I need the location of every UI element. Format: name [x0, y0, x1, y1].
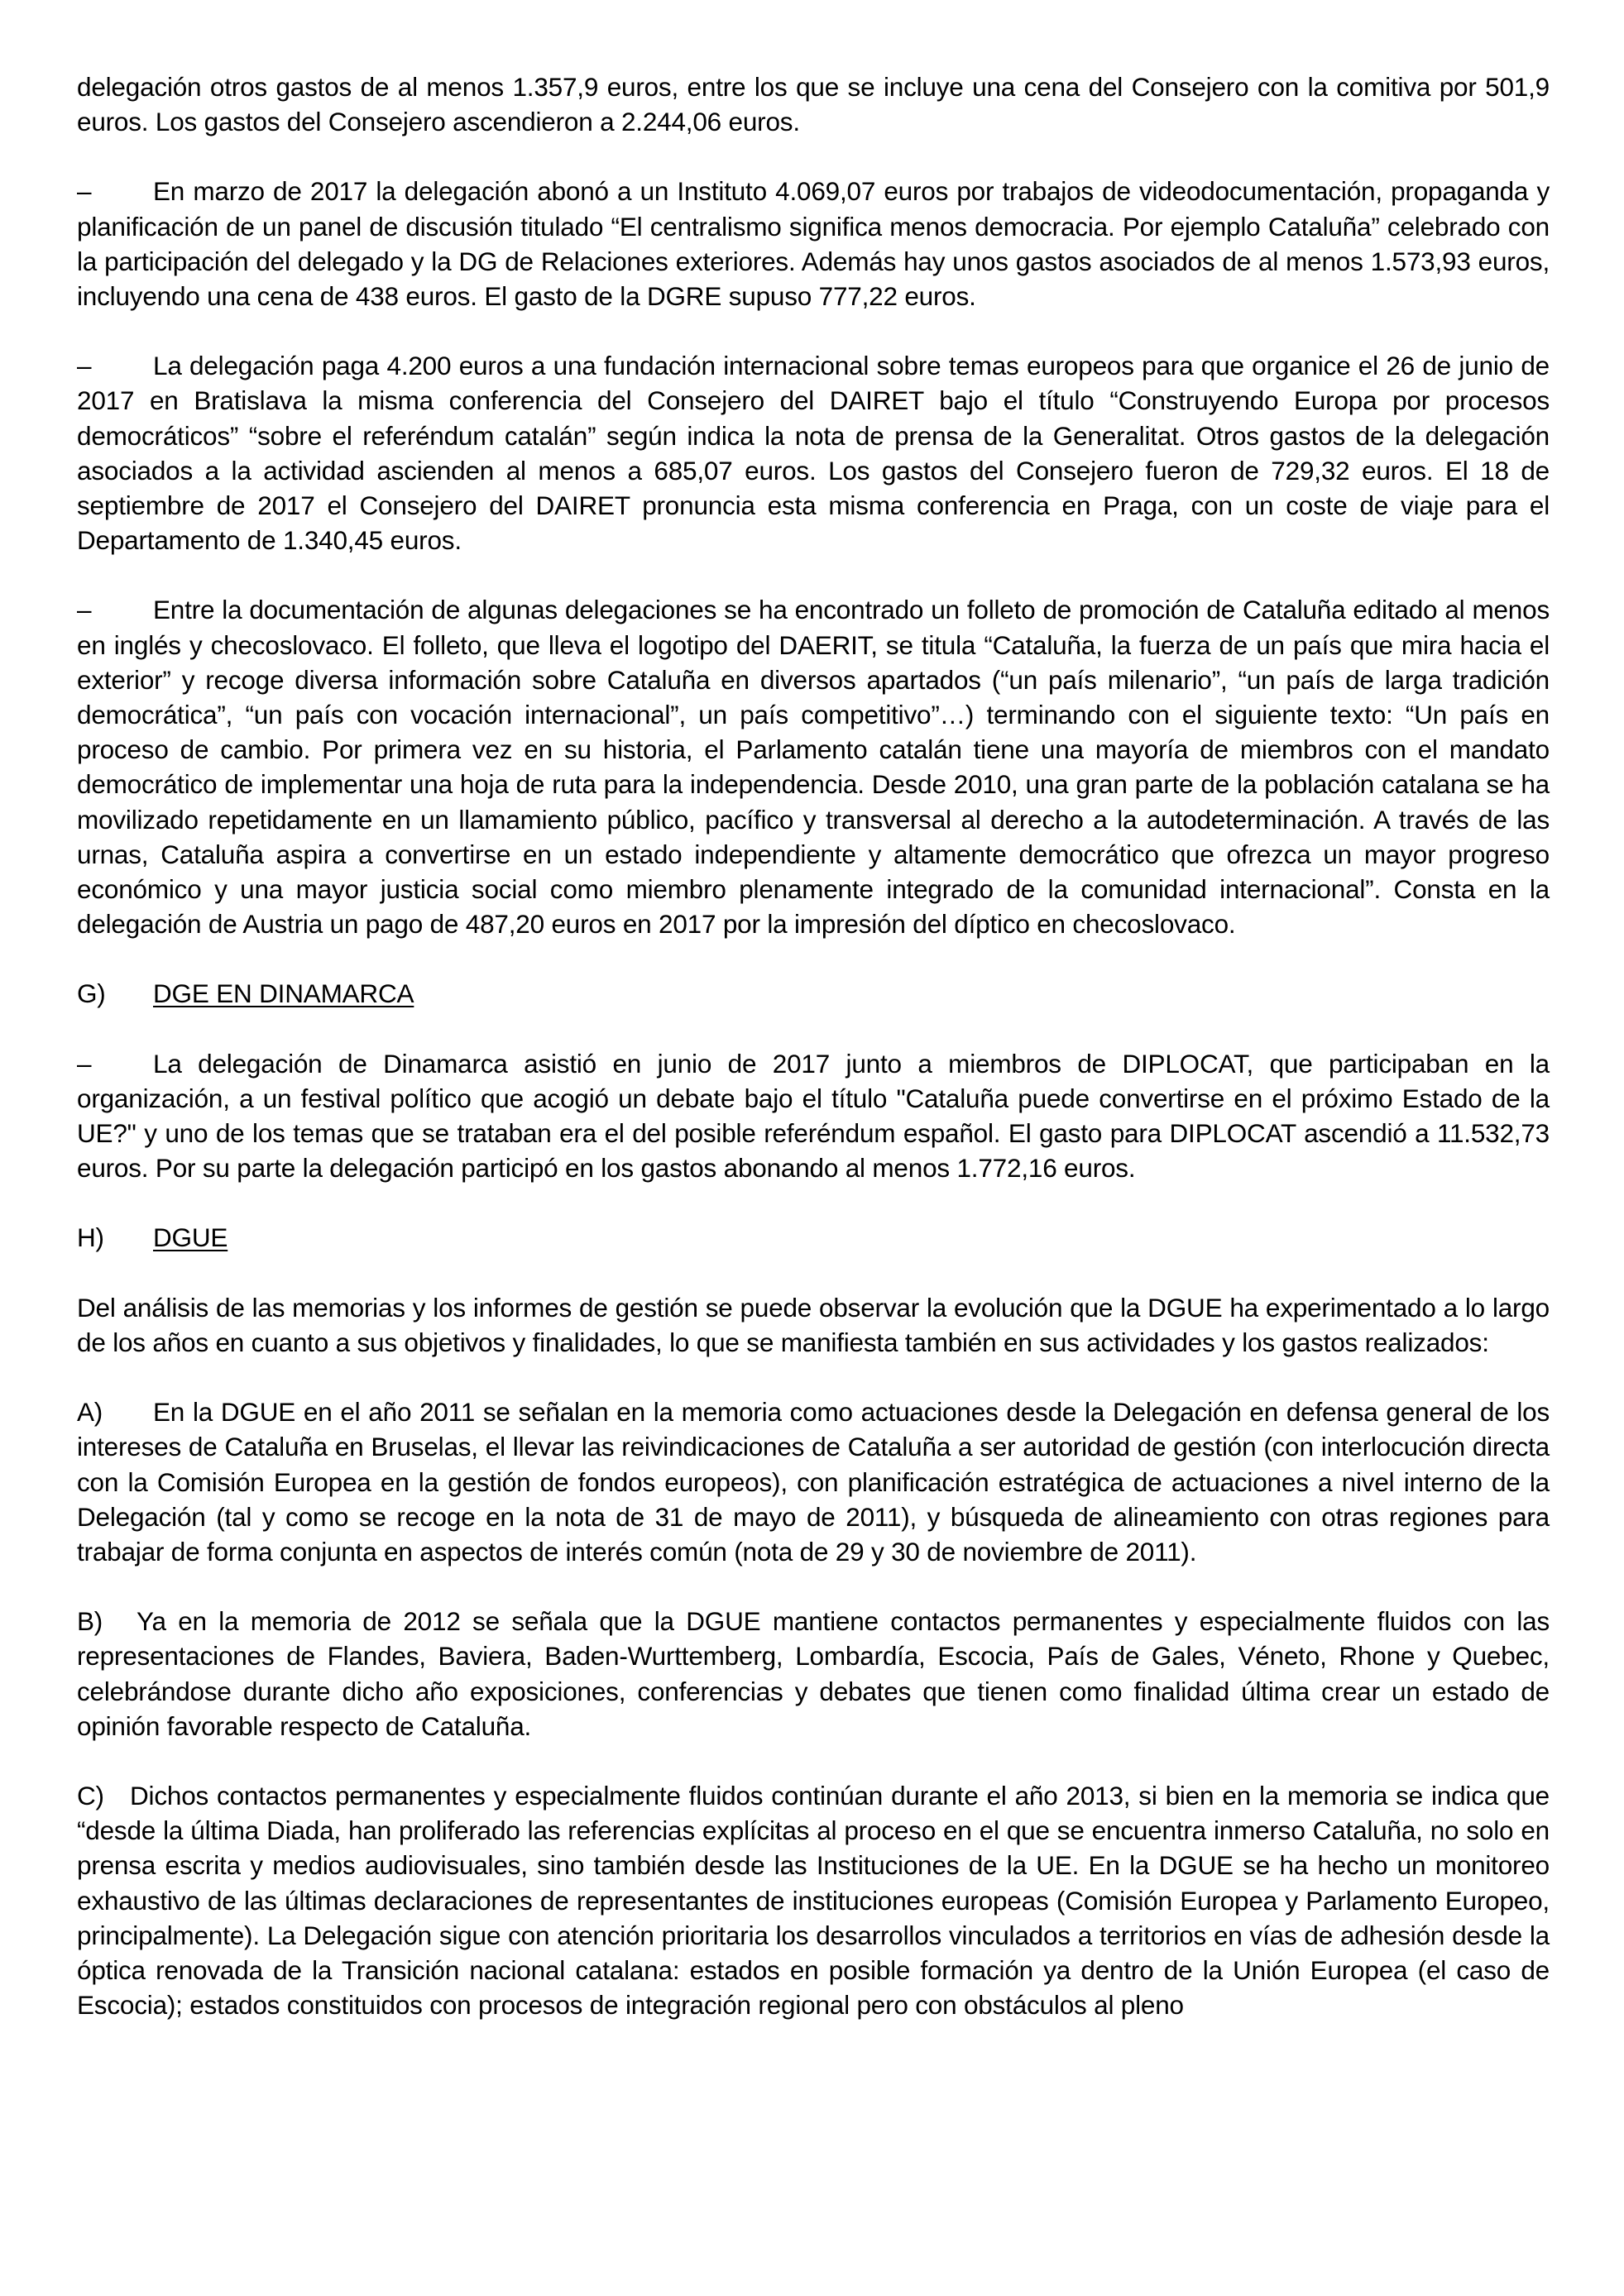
bullet-paragraph-dinamarca — [77, 1046, 1550, 1186]
dash-bullet-icon: – — [77, 1048, 92, 1079]
section-letter: H) — [77, 1222, 104, 1253]
section-title: DGE EN DINAMARCA — [153, 978, 414, 1009]
list-item-c — [77, 1778, 1550, 2022]
bullet-text: La delegación de Dinamarca asistió en junio de 2017 junto a miembros de DIPLOCAT, que participaban en la organización, a un festival político que acogió un debate bajo el título "Cataluña puede convertirse en el próximo Estado de la UE?" y uno de los temas que se trataban era el del posible referéndum español. El gasto para DIPLOCAT ascendió a 11.532,73 euros. Por su parte la delegación participó en los gastos abonando al menos 1.772,16 euros. — [77, 1048, 1550, 1184]
dash-bullet-icon: – — [77, 351, 92, 381]
list-item-text: Ya en la memoria de 2012 se señala que la DGUE mantiene contactos permanentes y especialmente fluidos con las representaciones de Flandes, Baviera, Baden-Wurttemberg, Lombardía, Escocia, País de Gales, Véneto, Rhone y Quebec, celebrándose durante dicho año exposiciones, conferencias y debates que tienen como finalidad última crear un estado de opinión favorable respecto de Cataluña. — [77, 1606, 1550, 1741]
bullet-text: La delegación paga 4.200 euros a una fundación internacional sobre temas europeos para que organice el 26 de junio de 2017 en Bratislava la misma conferencia del Consejero del DAIRET bajo el título “Construyendo Europa por procesos democráticos” “sobre el referéndum catalán” según indica la nota de prensa de la Generalitat. Otros gastos de la delegación asociados a la actividad ascienden al menos a 685,07 euros. Los gastos del Consejero fueron de 729,32 euros. El 18 de septiembre de 2017 el Consejero del DAIRET pronuncia esta misma conferencia en Praga, con un coste de viaje para el Departamento de 1.340,45 euros. — [77, 351, 1550, 556]
list-item-text: En la DGUE en el año 2011 se señalan en la memoria como actuaciones desde la Delegación en defensa general de los intereses de Cataluña en Bruselas, el llevar las reivindicaciones de Cataluña a ser autoridad de gestión (con interlocución directa con la Comisión Europea en la gestión de fondos europeos), con planificación estratégica de actuaciones a nivel interno de la Delegación (tal y como se recoge en la nota de 31 de mayo de 2011), y búsqueda de alineamiento con otras regiones para trabajar de forma conjunta en aspectos de interés común (nota de 29 y 30 de noviembre de 2011). — [77, 1397, 1550, 1567]
section-letter: G) — [77, 978, 106, 1009]
bullet-paragraph-fundacion — [77, 348, 1550, 557]
bullet-paragraph-folleto — [77, 592, 1550, 941]
list-letter: A) — [77, 1397, 103, 1428]
bullet-text: En marzo de 2017 la delegación abonó a un Instituto 4.069,07 euros por trabajos de videodocumentación, propaganda y planificación de un panel de discusión titulado “El centralismo significa menos democracia. Por ejemplo Cataluña” celebrado con la participación del delegado y la DG de Relaciones exteriores. Además hay unos gastos asociados de al menos 1.573,93 euros, incluyendo una cena de 438 euros. El gasto de la DGRE supuso 777,22 euros. — [77, 176, 1550, 312]
bullet-paragraph-instituto — [77, 174, 1550, 313]
section-heading-h — [77, 1220, 1550, 1255]
list-item-text: Dichos contactos permanentes y especialmente fluidos continúan durante el año 2013, si bien en la memoria se indica que “desde la última Diada, han proliferado las referencias explícitas al proceso en el que se encuentra inmerso Cataluña, no solo en prensa escrita y medios audiovisuales, sino también desde las Instituciones de la UE. En la DGUE se ha hecho un monitoreo exhaustivo de las últimas declaraciones de representantes de instituciones europeas (Comisión Europea y Parlamento Europeo, principalmente). La Delegación sigue con atención prioritaria los desarrollos vinculados a territorios en vías de adhesión desde la óptica renovada de la Transición nacional catalana: estados en posible formación ya dentro de la Unión Europea (el caso de Escocia); estados constituidos con procesos de integración regional pero con obstáculos al pleno — [77, 1780, 1550, 2021]
dash-bullet-icon: – — [77, 595, 92, 625]
bullet-text: Entre la documentación de algunas delegaciones se ha encontrado un folleto de promoción de Cataluña editado al menos en inglés y checoslovaco. El folleto, que lleva el logotipo del DAERIT, se titula “Cataluña, la fuerza de un país que mira hacia el exterior” y recoge diversa información sobre Cataluña en diversos apartados (“un país milenario”, “un país de larga tradición democrática”, “un país con vocación internacional”, un país competitivo”…) terminando con el siguiente texto: “Un país en proceso de cambio. Por primera vez en su historia, el Parlamento catalán tiene una mayoría de miembros con el mandato democrático de implementar una hoja de ruta para la independencia. Desde 2010, una gran parte de la población catalana se ha movilizado repetidamente en un llamamiento público, pacífico y transversal al derecho a la autodeterminación. A través de las urnas, Cataluña aspira a convertirse en un estado independiente y altamente democrático que ofrezca un mayor progreso económico y una mayor justicia social como miembro plenamente integrado de la comunidad internacional”. Consta en la delegación de Austria un pago de 487,20 euros en 2017 por la impresión del díptico en checoslovaco. — [77, 595, 1550, 940]
dash-bullet-icon: – — [77, 176, 92, 207]
list-letter: C) — [77, 1780, 104, 1810]
document-page — [77, 69, 1550, 2057]
section-title: DGUE — [153, 1222, 228, 1253]
list-item-b — [77, 1604, 1550, 1744]
section-intro-paragraph: Del análisis de las memorias y los informes de gestión se puede observar la evolución que la DGUE ha experimentado a lo largo de los años en cuanto a sus objetivos y finalidades, lo que se manifiesta también en sus actividades y los gastos realizados: — [77, 1292, 1550, 1357]
continuation-paragraph: delegación otros gastos de al menos 1.357,9 euros, entre los que se incluye una cena del Consejero con la comitiva por 501,9 euros. Los gastos del Consejero ascendieron a 2.244,06 euros. — [77, 72, 1550, 137]
list-letter: B) — [77, 1606, 103, 1637]
section-heading-g — [77, 976, 1550, 1011]
list-item-a — [77, 1394, 1550, 1569]
